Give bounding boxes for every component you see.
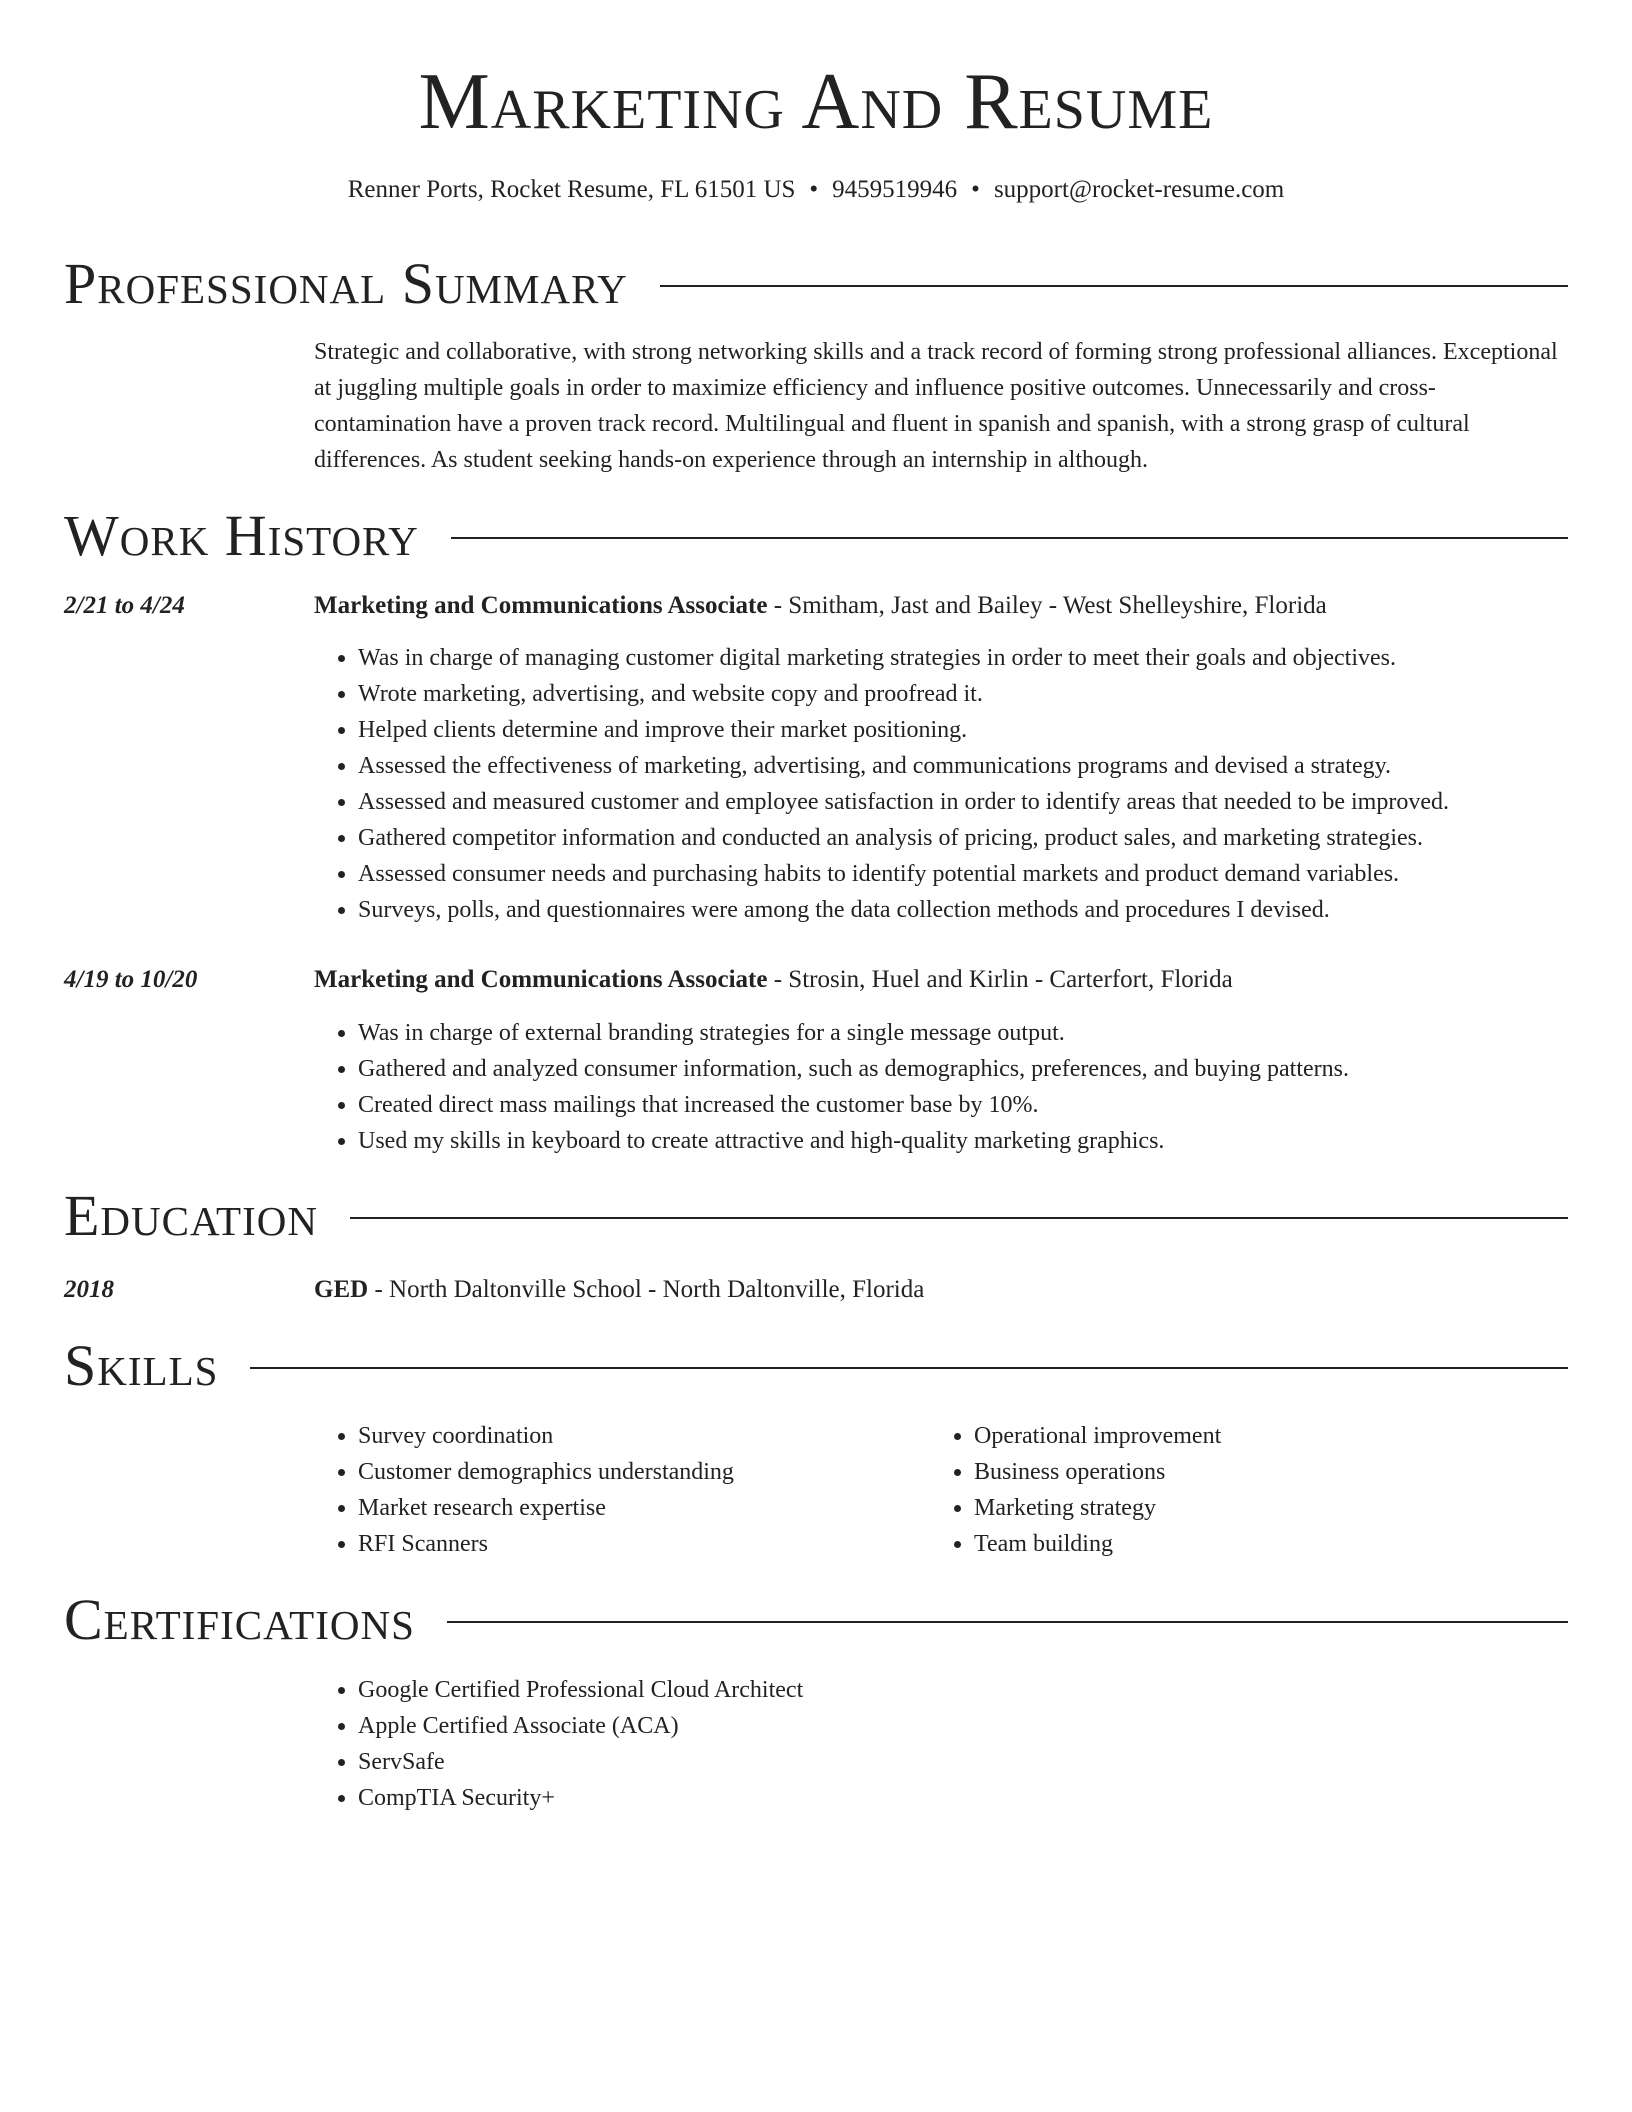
list-item: • Wrote marketing, advertising, and website copy and proofread it. — [358, 676, 1449, 712]
education-year: 2018 — [64, 1276, 114, 1303]
job-title: Marketing and Communications Associate — [314, 592, 768, 619]
list-item: • Business operations — [974, 1454, 1534, 1490]
contact-separator: • — [971, 176, 980, 203]
education-section-header — [64, 1184, 1568, 1248]
job-heading — [314, 962, 1233, 998]
skills-heading: Skills — [64, 1333, 219, 1398]
certifications-heading: Certifications — [64, 1587, 415, 1652]
work-history-section-header — [64, 504, 1568, 568]
skills-section-header — [64, 1334, 1568, 1398]
section-divider — [451, 537, 1568, 539]
skills-list-left — [314, 1418, 918, 1562]
job-employer-location: - Strosin, Huel and Kirlin - Carterfort, Florida — [767, 966, 1233, 993]
list-item: • Google Certified Professional Cloud Architect — [358, 1672, 803, 1708]
job-title: Marketing and Communications Associate — [314, 966, 768, 993]
list-item: • RFI Scanners — [358, 1526, 918, 1562]
job-bullets — [314, 640, 1449, 928]
list-item: • Gathered and analyzed consumer information, such as demographics, preferences, and buying patterns. — [358, 1051, 1349, 1087]
contact-separator: • — [809, 176, 819, 203]
list-item: • Survey coordination — [358, 1418, 918, 1454]
section-divider — [250, 1367, 1568, 1369]
summary-section-header — [64, 252, 1568, 316]
skills-list-right — [930, 1418, 1534, 1562]
list-item: • ServSafe — [358, 1744, 803, 1780]
summary-heading: Professional Summary — [64, 251, 628, 316]
certifications-list — [314, 1672, 803, 1816]
education-heading: Education — [64, 1183, 318, 1248]
contact-address: Renner Ports, Rocket Resume, FL 61501 US — [347, 176, 796, 203]
work-history-heading: Work History — [64, 503, 419, 568]
resume-name: Marketing And Resume — [418, 58, 1214, 146]
education-degree: GED — [314, 1276, 369, 1303]
list-item: • Team building — [974, 1526, 1534, 1562]
list-item: • Operational improvement — [974, 1418, 1534, 1454]
section-divider — [660, 285, 1568, 287]
job-bullets — [314, 1015, 1349, 1159]
list-item: • Created direct mass mailings that increased the customer base by 10%. — [358, 1087, 1349, 1123]
list-item: • Gathered competitor information and conducted an analysis of pricing, product sales, and marketing strategies. — [358, 820, 1449, 856]
job-heading — [314, 588, 1327, 624]
education-entry — [314, 1272, 924, 1308]
list-item: • Was in charge of managing customer digital marketing strategies in order to meet their goals and objectives. — [358, 640, 1449, 676]
section-divider — [350, 1217, 1568, 1219]
list-item: • Market research expertise — [358, 1490, 918, 1526]
list-item: • Assessed the effectiveness of marketing, advertising, and communications programs and devised a strategy. — [358, 748, 1449, 784]
list-item: • Was in charge of external branding strategies for a single message output. — [358, 1015, 1349, 1051]
list-item: • Used my skills in keyboard to create attractive and high-quality marketing graphics. — [358, 1123, 1349, 1159]
list-item: • CompTIA Security+ — [358, 1780, 803, 1816]
section-divider — [447, 1621, 1568, 1623]
list-item: • Customer demographics understanding — [358, 1454, 918, 1490]
certifications-section-header — [64, 1588, 1568, 1652]
job-employer-location: - Smitham, Jast and Bailey - West Shelleyshire, Florida — [767, 592, 1327, 619]
list-item: • Marketing strategy — [974, 1490, 1534, 1526]
job-dates: 4/19 to 10/20 — [64, 966, 198, 993]
list-item: • Assessed and measured customer and employee satisfaction in order to identify areas that needed to be improved. — [358, 784, 1449, 820]
job-dates: 2/21 to 4/24 — [64, 592, 185, 619]
list-item: • Apple Certified Associate (ACA) — [358, 1708, 803, 1744]
contact-line — [0, 174, 1632, 206]
list-item: • Assessed consumer needs and purchasing habits to identify potential markets and product demand variables. — [358, 856, 1449, 892]
contact-email: support@rocket-resume.com — [993, 176, 1285, 203]
list-item: • Surveys, polls, and questionnaires were among the data collection methods and procedures I devised. — [358, 892, 1449, 928]
education-school: - North Daltonville School - North Daltonville, Florida — [368, 1276, 925, 1303]
summary-text: Strategic and collaborative, with strong networking skills and a track record of forming strong professional alliances. Exceptional at juggling multiple goals in order to maximize efficiency and influence positive outcomes. Unnecessarily and cross-contamination have a proven track record. Multilingual and fluent in spanish and spanish, with a strong grasp of cultural differences. As student seeking hands-on experience through an internship in although. — [314, 339, 1558, 473]
contact-phone: 9459519946 — [832, 176, 958, 203]
list-item: • Helped clients determine and improve their market positioning. — [358, 712, 1449, 748]
